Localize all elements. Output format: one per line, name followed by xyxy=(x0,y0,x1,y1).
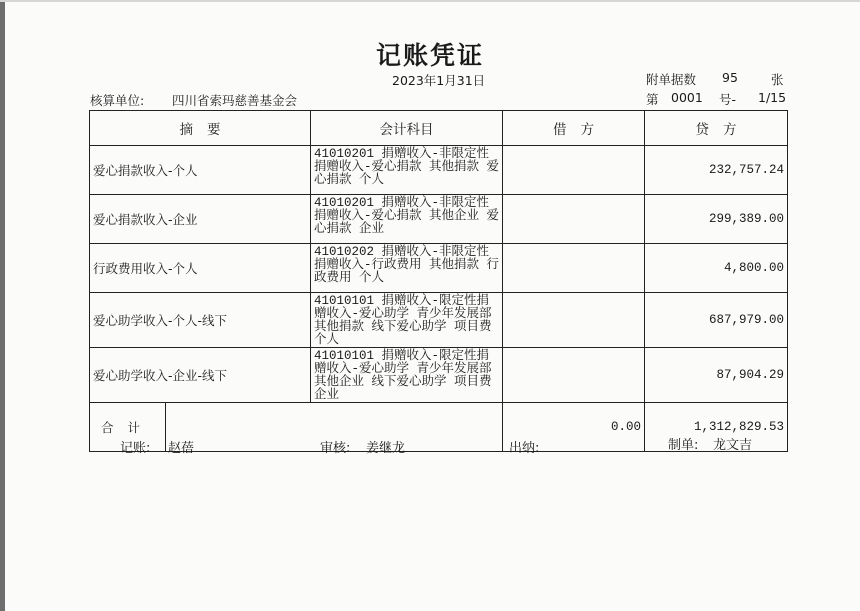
header-debit: 借方 xyxy=(503,111,645,146)
scan-top-edge xyxy=(0,0,860,2)
voucher-number-suffix: 号- xyxy=(719,92,737,107)
row-summary: 爱心助学收入-企业-线下 xyxy=(90,348,311,403)
row-summary: 爱心捐款收入-个人 xyxy=(90,146,311,195)
header-summary: 摘要 xyxy=(90,111,311,146)
row-credit: 87,904.29 xyxy=(645,348,788,403)
voucher-table xyxy=(89,110,788,452)
voucher-date: 2023年1月31日 xyxy=(392,73,486,88)
cashier-label: 出纳: xyxy=(509,441,540,456)
row-debit xyxy=(503,146,645,195)
row-account: 41010202 捐赠收入-非限定性捐赠收入-行政费用 其他捐款 行政费用 个人 xyxy=(311,244,503,293)
total-credit: 1,312,829.53 xyxy=(645,403,788,452)
row-debit xyxy=(503,195,645,244)
table-row xyxy=(90,244,788,293)
attachments-count: 95 xyxy=(722,70,738,85)
row-debit xyxy=(503,293,645,348)
row-credit: 4,800.00 xyxy=(645,244,788,293)
row-account: 41010101 捐赠收入-限定性捐赠收入-爱心助学 青少年发展部 其他捐款 线下爱心助学 项目费 个人 xyxy=(311,293,503,348)
table-row xyxy=(90,146,788,195)
header-credit: 贷方 xyxy=(645,111,788,146)
header-account: 会计科目 xyxy=(311,111,503,146)
reviewer-label: 审核: xyxy=(320,441,351,456)
table-row xyxy=(90,293,788,348)
row-summary: 爱心捐款收入-企业 xyxy=(90,195,311,244)
table-row xyxy=(90,195,788,244)
row-summary: 行政费用收入-个人 xyxy=(90,244,311,293)
row-credit: 299,389.00 xyxy=(645,195,788,244)
bookkeeper-label: 记账: xyxy=(120,441,151,456)
reviewer-name: 姜继龙 xyxy=(366,441,406,456)
row-account: 41010201 捐赠收入-非限定性捐赠收入-爱心捐款 其他捐款 爱心捐款 个人 xyxy=(311,146,503,195)
total-debit: 0.00 xyxy=(503,403,645,452)
table-header-row xyxy=(90,111,788,146)
row-debit xyxy=(503,348,645,403)
voucher-page: 1/15 xyxy=(758,90,787,105)
bookkeeper-name: 赵蓓 xyxy=(168,441,195,456)
total-label: 合计 xyxy=(90,403,166,452)
unit-name: 四川省索玛慈善基金会 xyxy=(172,93,298,108)
attachments-label: 附单据数 xyxy=(646,72,697,87)
unit-label: 核算单位: xyxy=(90,93,145,108)
table-row xyxy=(90,348,788,403)
row-account: 41010201 捐赠收入-非限定性捐赠收入-爱心捐款 其他企业 爱心捐款 企业 xyxy=(311,195,503,244)
row-account: 41010101 捐赠收入-限定性捐赠收入-爱心助学 青少年发展部 其他企业 线下爱心助学 项目费 企业 xyxy=(311,348,503,403)
preparer-name: 龙文吉 xyxy=(713,438,753,453)
row-credit: 687,979.00 xyxy=(645,293,788,348)
attachments-unit: 张 xyxy=(771,72,784,87)
row-summary: 爱心助学收入-个人-线下 xyxy=(90,293,311,348)
voucher-title: 记账凭证 xyxy=(375,41,484,70)
voucher-number: 0001 xyxy=(671,90,703,105)
row-debit xyxy=(503,244,645,293)
voucher-number-prefix: 第 xyxy=(646,92,659,107)
scan-left-edge xyxy=(0,0,5,611)
row-credit: 232,757.24 xyxy=(645,146,788,195)
preparer-label: 制单: xyxy=(668,438,699,453)
